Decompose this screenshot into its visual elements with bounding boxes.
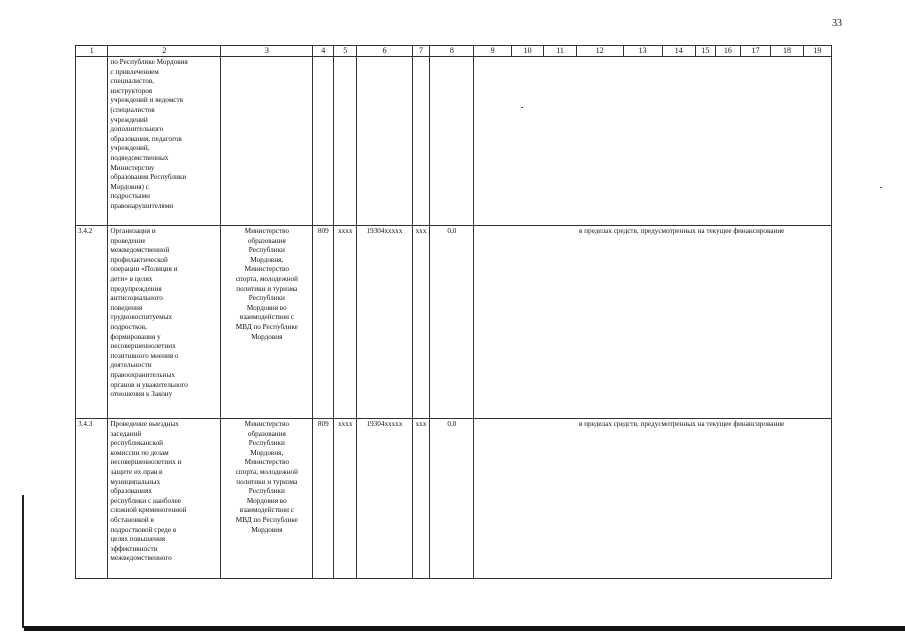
financing-note: в пределах средств, предусмотренных на текущее финансирование: [474, 226, 832, 419]
scan-speck: [880, 187, 882, 188]
header-cell: 12: [576, 46, 623, 57]
header-cell: 16: [715, 46, 740, 57]
row-number: [76, 57, 108, 226]
header-cell: 19: [803, 46, 831, 57]
section-code: хххх: [334, 419, 357, 579]
measure-description: Проведение выездных заседаний республиканской комиссии по делам несовершеннолетних и защите их прав в муниципальных образованиях республики с наиболее сложной криминогенной обстановкой в подростковой среде в целях повышения эффективности межведомственного: [108, 419, 221, 579]
scan-edge-mark: [22, 495, 24, 628]
executor: Министерство образования Республики Мордовия, Министерство спорта, молодежной политики и туризма Республики Мордовия во взаимодействии с МВД по Республике Мордовия: [221, 226, 313, 419]
amount-value: 0,0: [430, 419, 474, 579]
table-row: [76, 419, 832, 579]
page-number: 33: [832, 18, 842, 29]
row-number: 3.4.2: [76, 226, 108, 419]
grbs-code: 809: [313, 419, 334, 579]
table-row: [76, 226, 832, 419]
target-article: 19304ххххх: [357, 226, 412, 419]
header-cell: 2: [108, 46, 221, 57]
expense-type: ххх: [412, 419, 430, 579]
section-code: хххх: [334, 226, 357, 419]
header-cell: 3: [221, 46, 313, 57]
financing-note: в пределах средств, предусмотренных на текущее финансирование: [474, 419, 832, 579]
header-cell: 7: [412, 46, 430, 57]
measure-description: по Республике Мордовия с привлечением специалистов, инструкторов учреждений и ведомств (специалистов учреждений дополнительного образования, педагогов учреждений, подведомственных Министерству образования Республики Мордовия) с подростками правонарушителями: [108, 57, 221, 226]
grbs-code: 809: [313, 226, 334, 419]
header-cell: 5: [334, 46, 357, 57]
header-cell: 18: [771, 46, 803, 57]
executor: [221, 57, 313, 226]
header-cell: 11: [544, 46, 576, 57]
expense-type: [412, 57, 430, 226]
row-number: 3.4.3: [76, 419, 108, 579]
header-row: [76, 46, 832, 57]
amount-value: [430, 57, 474, 226]
header-cell: 14: [662, 46, 695, 57]
expense-type: ххх: [412, 226, 430, 419]
measure-description: Организация и проведение межведомственной профилактической операции «Полиция и дети» в целях предупреждения антисоциального поведения трудновоспитуемых подростков, формирования у несовершеннолетних позитивного мнения о деятельности правоохранительных органов и уважительного отношения к Закону: [108, 226, 221, 419]
executor: Министерство образования Республики Мордовия, Министерство спорта, молодежной политики и туризма Республики Мордовия во взаимодействии с МВД по Республике Мордовия: [221, 419, 313, 579]
program-measures-table: [75, 45, 832, 579]
header-cell: 9: [474, 46, 512, 57]
header-cell: 1: [76, 46, 108, 57]
scan-bottom-border: [24, 626, 905, 631]
financing-note: [474, 57, 832, 226]
grbs-code: [313, 57, 334, 226]
target-article: [357, 57, 412, 226]
header-cell: 15: [695, 46, 715, 57]
header-cell: 8: [430, 46, 474, 57]
header-cell: 13: [623, 46, 662, 57]
scan-speck: [521, 107, 523, 108]
header-cell: 10: [511, 46, 543, 57]
section-code: [334, 57, 357, 226]
target-article: 19304ххххх: [357, 419, 412, 579]
amount-value: 0,0: [430, 226, 474, 419]
header-cell: 4: [313, 46, 334, 57]
header-cell: 17: [740, 46, 770, 57]
table-row: [76, 57, 832, 226]
header-cell: 6: [357, 46, 412, 57]
